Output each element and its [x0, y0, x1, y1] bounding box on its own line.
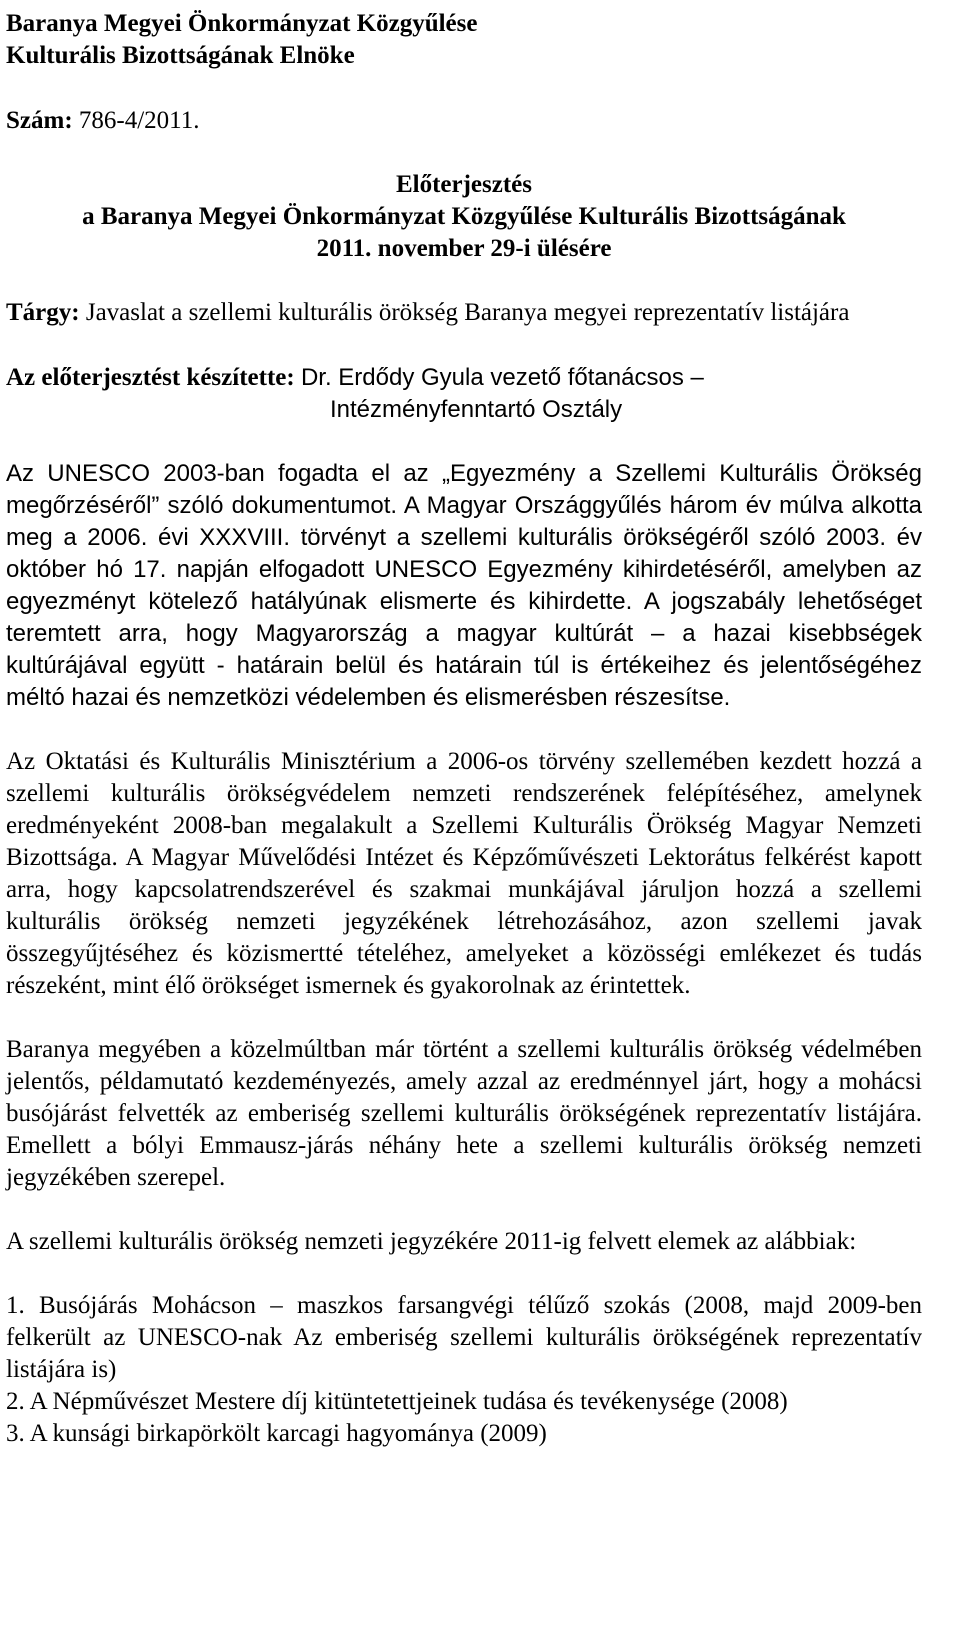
author-label: Az előterjesztést készítette:: [6, 364, 295, 391]
title-line-2: a Baranya Megyei Önkormányzat Közgyűlése Kulturális Bizottságának: [82, 203, 846, 230]
reference-number: [6, 105, 922, 137]
paragraph-3: Baranya megyében a közelmúltban már történt a szellemi kulturális örökség védelmében jelentős, példamutató kezdeményezés, amely azzal az eredménnyel járt, hogy a mohácsi busójárást felvették az emberiség szellemi kulturális örökségének reprezentatív listájára. Emellett a bólyi Emmausz-járás néhány hete a szellemi kulturális örökség nemzeti jegyzékében szerepel.: [6, 1036, 922, 1191]
author-name: Dr. Erdődy Gyula vezető főtanácsos –: [300, 364, 704, 391]
author-department: Intézményfenntartó Osztály: [330, 396, 623, 423]
title-line-3: 2011. november 29-i ülésére: [316, 235, 612, 262]
paragraph-2: Az Oktatási és Kulturális Minisztérium a 2006-os törvény szellemében kezdett hozzá a szellemi kulturális örökségvédelem nemzeti rendszerének felépítéséhez, amelynek eredményeként 2008-ban megalakult a Szellemi Kulturális Örökség Magyar Nemzeti Bizottsága. A Magyar Művelődési Intézet és Képzőművészeti Lektorátus felkérést kapott arra, hogy kapcsolatrendszerével és szakmai munkájával járuljon hozzá a szellemi kulturális örökség nemzeti jegyzékének létrehozásához, azon szellemi javak összegyűjtéséhez és közismertté tételéhez, amelyeket a közösségi emlékezet és tudás részeként, mint élő örökséget ismernek és gyakorolnak az érintettek.: [6, 748, 922, 999]
list-item: 1. Busójárás Mohácson – maszkos farsangvégi télűző szokás (2008, majd 2009-ben felkerült az UNESCO-nak Az emberiség szellemi kulturális örökségének reprezentatív listájára is): [6, 1292, 922, 1383]
subject: [6, 297, 922, 329]
list-item: 2. A Népművészet Mestere díj kitüntetettjeinek tudása és tevékenysége (2008): [6, 1388, 788, 1415]
number-value: 786-4/2011.: [78, 107, 200, 134]
author: [6, 362, 922, 394]
paragraph-1: Az UNESCO 2003-ban fogadta el az „Egyezmény a Szellemi Kulturális Örökség megőrzéséről” szóló dokumentumot. A Magyar Országgyűlés három év múlva alkotta meg a 2006. évi XXXVIII. törvényt a szellemi kulturális örökségéről szóló 2003. év október hó 17. napján elfogadott UNESCO Egyezmény kihirdetéséről, amelyben az egyezményt kötelező hatályúnak elismerte és kihirdette. A jogszabály lehetőséget teremtett arra, hogy Magyarország a magyar kultúrát – a hazai kisebbségek kultúrájával együtt - határain belül és határain túl is értékeihez és jelentőségéhez méltó hazai és nemzetközi védelemben és elismerésben részesítse.: [6, 460, 922, 711]
subject-text: Javaslat a szellemi kulturális örökség Baranya megyei reprezentatív listájára: [85, 299, 850, 326]
header-line-1: Baranya Megyei Önkormányzat Közgyűlése: [6, 10, 478, 37]
number-label: Szám:: [6, 107, 73, 134]
title-line-1: Előterjesztés: [395, 171, 533, 198]
header-line-2: Kulturális Bizottságának Elnöke: [6, 42, 355, 69]
list-item: 3. A kunsági birkapörkölt karcagi hagyománya (2009): [6, 1420, 547, 1447]
paragraph-4: A szellemi kulturális örökség nemzeti jegyzékére 2011-ig felvett elemek az alábbiak:: [6, 1228, 857, 1255]
subject-label: Tárgy:: [6, 299, 80, 326]
